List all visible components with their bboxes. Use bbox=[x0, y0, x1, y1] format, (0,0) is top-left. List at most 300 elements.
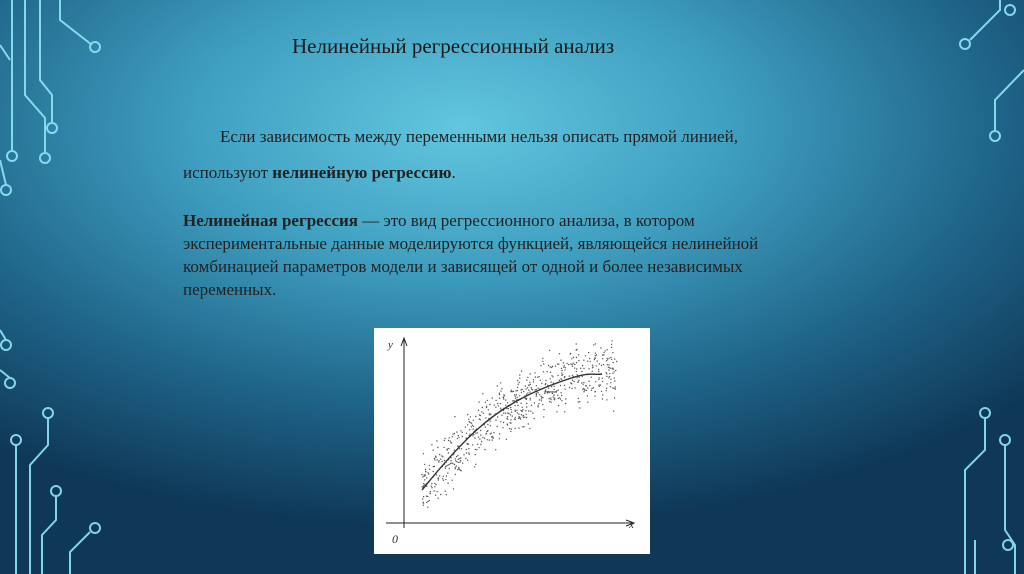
scatter-point bbox=[473, 426, 474, 427]
regression-figure bbox=[374, 328, 650, 554]
scatter-point bbox=[449, 437, 450, 438]
scatter-point bbox=[607, 359, 608, 360]
scatter-point bbox=[423, 496, 424, 497]
scatter-point bbox=[561, 395, 562, 396]
scatter-point bbox=[450, 440, 451, 441]
scatter-point bbox=[443, 447, 444, 448]
scatter-point bbox=[541, 400, 542, 401]
scatter-point bbox=[614, 388, 615, 389]
scatter-point bbox=[582, 376, 583, 377]
scatter-point bbox=[606, 383, 607, 384]
scatter-point bbox=[497, 426, 498, 427]
scatter-point bbox=[505, 399, 506, 400]
scatter-point bbox=[533, 379, 534, 380]
scatter-point bbox=[532, 412, 533, 413]
scatter-point bbox=[526, 406, 527, 407]
scatter-point bbox=[558, 364, 559, 365]
scatter-point bbox=[468, 419, 469, 420]
scatter-point bbox=[422, 476, 423, 477]
scatter-point bbox=[477, 432, 478, 433]
scatter-point bbox=[612, 373, 613, 374]
scatter-point bbox=[472, 444, 473, 445]
scatter-point bbox=[590, 361, 591, 362]
scatter-point bbox=[537, 406, 538, 407]
scatter-point bbox=[487, 424, 488, 425]
scatter-point bbox=[445, 479, 446, 480]
scatter-point bbox=[521, 370, 522, 371]
scatter-point bbox=[541, 398, 542, 399]
scatter-point bbox=[434, 458, 435, 459]
scatter-point bbox=[606, 360, 607, 361]
scatter-point bbox=[545, 384, 546, 385]
scatter-point bbox=[600, 347, 601, 348]
scatter-point bbox=[553, 394, 554, 395]
scatter-point bbox=[434, 459, 435, 460]
scatter-point bbox=[612, 368, 613, 369]
scatter-point bbox=[550, 397, 551, 398]
scatter-point bbox=[486, 431, 487, 432]
scatter-point bbox=[507, 402, 508, 403]
scatter-point bbox=[591, 390, 592, 391]
scatter-point bbox=[474, 466, 475, 467]
scatter-point bbox=[485, 426, 486, 427]
scatter-point bbox=[584, 389, 585, 390]
origin-label: 0 bbox=[392, 532, 398, 546]
scatter-point bbox=[603, 354, 604, 355]
scatter-point bbox=[478, 410, 479, 411]
scatter-points bbox=[421, 340, 617, 508]
scatter-point bbox=[440, 459, 441, 460]
scatter-point bbox=[455, 474, 456, 475]
scatter-point bbox=[551, 367, 552, 368]
scatter-point bbox=[579, 401, 580, 402]
scatter-point bbox=[558, 405, 559, 406]
scatter-point bbox=[503, 396, 504, 397]
scatter-point bbox=[441, 461, 442, 462]
intro-line: Если зависимость между переменными нельзя описать прямой линией, bbox=[220, 127, 738, 146]
scatter-point bbox=[454, 464, 455, 465]
scatter-point bbox=[448, 452, 449, 453]
scatter-point bbox=[489, 414, 490, 415]
scatter-point bbox=[435, 457, 436, 458]
scatter-point bbox=[598, 369, 599, 370]
scatter-point bbox=[563, 362, 564, 363]
scatter-point bbox=[506, 439, 507, 440]
scatter-point bbox=[485, 417, 486, 418]
scatter-point bbox=[610, 368, 611, 369]
scatter-point bbox=[543, 363, 544, 364]
scatter-point bbox=[478, 447, 479, 448]
scatter-point bbox=[569, 387, 570, 388]
scatter-point bbox=[425, 469, 426, 470]
scatter-point bbox=[421, 474, 422, 475]
scatter-point bbox=[552, 393, 553, 394]
scatter-point bbox=[429, 500, 430, 501]
scatter-point bbox=[534, 372, 535, 373]
scatter-point bbox=[452, 463, 453, 464]
scatter-point bbox=[438, 461, 439, 462]
scatter-point bbox=[558, 398, 559, 399]
scatter-point bbox=[423, 485, 424, 486]
scatter-point bbox=[595, 357, 596, 358]
scatter-point bbox=[593, 344, 594, 345]
scatter-point bbox=[595, 381, 596, 382]
scatter-point bbox=[445, 468, 446, 469]
scatter-point bbox=[471, 426, 472, 427]
scatter-point bbox=[607, 349, 608, 350]
scatter-point bbox=[522, 415, 523, 416]
scatter-point bbox=[444, 438, 445, 439]
scatter-point bbox=[548, 388, 549, 389]
scatter-point bbox=[540, 396, 541, 397]
scatter-point bbox=[510, 414, 511, 415]
scatter-point bbox=[521, 414, 522, 415]
scatter-point bbox=[452, 480, 453, 481]
scatter-point bbox=[516, 394, 517, 395]
scatter-point bbox=[610, 382, 611, 383]
scatter-point bbox=[492, 437, 493, 438]
scatter-point bbox=[484, 449, 485, 450]
scatter-point bbox=[560, 360, 561, 361]
scatter-point bbox=[606, 388, 607, 389]
scatter-point bbox=[475, 432, 476, 433]
scatter-point bbox=[577, 377, 578, 378]
scatter-point bbox=[530, 398, 531, 399]
scatter-point bbox=[455, 468, 456, 469]
scatter-point bbox=[438, 479, 439, 480]
scatter-point bbox=[543, 371, 544, 372]
scatter-point bbox=[519, 395, 520, 396]
scatter-point bbox=[578, 398, 579, 399]
scatter-point bbox=[497, 403, 498, 404]
scatter-point bbox=[583, 360, 584, 361]
scatter-point bbox=[457, 438, 458, 439]
scatter-point bbox=[442, 478, 443, 479]
scatter-point bbox=[436, 491, 437, 492]
scatter-point bbox=[476, 449, 477, 450]
scatter-point bbox=[546, 391, 547, 392]
scatter-point bbox=[489, 439, 490, 440]
scatter-point bbox=[606, 399, 607, 400]
scatter-point bbox=[527, 392, 528, 393]
scatter-point bbox=[587, 402, 588, 403]
scatter-point bbox=[423, 483, 424, 484]
scatter-point bbox=[585, 385, 586, 386]
scatter-point bbox=[500, 421, 501, 422]
scatter-point bbox=[566, 363, 567, 364]
scatter-point bbox=[495, 407, 496, 408]
scatter-point bbox=[481, 441, 482, 442]
scatter-point bbox=[481, 411, 482, 412]
scatter-point bbox=[455, 460, 456, 461]
scatter-point bbox=[526, 417, 527, 418]
scatter-point bbox=[579, 407, 580, 408]
scatter-point bbox=[456, 456, 457, 457]
scatter-point bbox=[585, 355, 586, 356]
scatter-point bbox=[424, 479, 425, 480]
scatter-point bbox=[423, 453, 424, 454]
scatter-point bbox=[559, 397, 560, 398]
slide-title: Нелинейный регрессионный анализ bbox=[292, 34, 615, 58]
y-axis-label: y bbox=[388, 339, 393, 351]
scatter-point bbox=[513, 391, 514, 392]
scatter-point bbox=[578, 401, 579, 402]
scatter-point bbox=[475, 449, 476, 450]
scatter-point bbox=[600, 384, 601, 385]
scatter-point bbox=[542, 361, 543, 362]
scatter-point bbox=[571, 358, 572, 359]
scatter-point bbox=[601, 391, 602, 392]
scatter-point bbox=[431, 483, 432, 484]
scatter-point bbox=[526, 398, 527, 399]
scatter-point bbox=[425, 471, 426, 472]
scatter-point bbox=[433, 450, 434, 451]
scatter-point bbox=[537, 377, 538, 378]
scatter-point bbox=[578, 381, 579, 382]
scatter-point bbox=[489, 404, 490, 405]
scatter-point bbox=[498, 405, 499, 406]
scatter-point bbox=[553, 391, 554, 392]
scatter-point bbox=[514, 394, 515, 395]
scatter-point bbox=[431, 487, 432, 488]
scatter-point bbox=[611, 347, 612, 348]
scatter-point bbox=[528, 385, 529, 386]
scatter-point bbox=[578, 380, 579, 381]
scatter-point bbox=[446, 465, 447, 466]
scatter-point bbox=[460, 430, 461, 431]
scatter-point bbox=[540, 380, 541, 381]
scatter-point bbox=[443, 476, 444, 477]
scatter-point bbox=[517, 390, 518, 391]
scatter-point bbox=[599, 377, 600, 378]
scatter-point bbox=[515, 398, 516, 399]
scatter-point bbox=[580, 368, 581, 369]
scatter-point bbox=[459, 458, 460, 459]
scatter-point bbox=[588, 368, 589, 369]
scatter-point bbox=[517, 405, 518, 406]
scatter-point bbox=[511, 390, 512, 391]
scatter-point bbox=[550, 402, 551, 403]
scatter-point bbox=[462, 436, 463, 437]
scatter-point bbox=[602, 358, 603, 359]
scatter-point bbox=[444, 460, 445, 461]
scatter-point bbox=[535, 376, 536, 377]
scatter-point bbox=[602, 354, 603, 355]
scatter-point bbox=[540, 365, 541, 366]
scatter-point bbox=[525, 410, 526, 411]
scatter-point bbox=[515, 428, 516, 429]
scatter-point bbox=[595, 343, 596, 344]
scatter-point bbox=[515, 390, 516, 391]
scatter-point bbox=[487, 439, 488, 440]
scatter-point bbox=[529, 373, 530, 374]
scatter-point bbox=[554, 386, 555, 387]
scatter-point bbox=[436, 474, 437, 475]
scatter-point bbox=[572, 375, 573, 376]
scatter-point bbox=[538, 376, 539, 377]
scatter-point bbox=[511, 411, 512, 412]
scatter-point bbox=[609, 373, 610, 374]
scatter-point bbox=[545, 380, 546, 381]
scatter-point bbox=[606, 358, 607, 359]
definition-term: Нелинейная регрессия bbox=[183, 211, 358, 230]
scatter-point bbox=[611, 344, 612, 345]
scatter-point bbox=[519, 382, 520, 383]
scatter-point bbox=[460, 470, 461, 471]
scatter-point bbox=[556, 411, 557, 412]
scatter-point bbox=[560, 398, 561, 399]
scatter-point bbox=[561, 379, 562, 380]
scatter-point bbox=[439, 475, 440, 476]
scatter-point bbox=[531, 405, 532, 406]
scatter-point bbox=[569, 375, 570, 376]
scatter-point bbox=[529, 382, 530, 383]
scatter-point bbox=[564, 377, 565, 378]
scatter-point bbox=[608, 367, 609, 368]
scatter-point bbox=[592, 365, 593, 366]
scatter-point bbox=[425, 475, 426, 476]
scatter-point bbox=[556, 390, 557, 391]
scatter-point bbox=[522, 389, 523, 390]
scatter-point bbox=[572, 366, 573, 367]
scatter-point bbox=[541, 383, 542, 384]
scatter-point bbox=[551, 381, 552, 382]
scatter-point bbox=[554, 389, 555, 390]
scatter-point bbox=[551, 386, 552, 387]
scatter-point bbox=[549, 401, 550, 402]
scatter-point bbox=[430, 491, 431, 492]
scatter-point bbox=[469, 454, 470, 455]
scatter-point bbox=[521, 392, 522, 393]
scatter-point bbox=[487, 400, 488, 401]
scatter-point bbox=[491, 433, 492, 434]
scatter-point bbox=[423, 502, 424, 503]
scatter-point bbox=[533, 381, 534, 382]
scatter-point bbox=[611, 340, 612, 341]
scatter-point bbox=[447, 472, 448, 473]
scatter-point bbox=[429, 465, 430, 466]
scatter-point bbox=[615, 370, 616, 371]
scatter-point bbox=[455, 458, 456, 459]
scatter-point bbox=[458, 435, 459, 436]
scatter-point bbox=[520, 389, 521, 390]
scatter-point bbox=[536, 395, 537, 396]
scatter-point bbox=[478, 436, 479, 437]
scatter-point bbox=[493, 432, 494, 433]
intro-line-2-start: используют bbox=[183, 163, 273, 182]
scatter-point bbox=[611, 359, 612, 360]
scatter-point bbox=[586, 390, 587, 391]
scatter-point bbox=[480, 444, 481, 445]
scatter-point bbox=[558, 389, 559, 390]
scatter-point bbox=[431, 444, 432, 445]
scatter-point bbox=[510, 419, 511, 420]
definition-paragraph bbox=[183, 209, 833, 301]
scatter-point bbox=[469, 429, 470, 430]
scatter-plot bbox=[374, 328, 650, 554]
scatter-point bbox=[565, 398, 566, 399]
definition-text: — это вид регрессионного анализа, в котором экспериментальные данные моделируются функцией, являющейся нелинейной комбинацией параметров модели и зависящей от одной и более независимых переменных. bbox=[183, 211, 759, 299]
scatter-point bbox=[456, 431, 457, 432]
scatter-point bbox=[484, 438, 485, 439]
scatter-point bbox=[486, 407, 487, 408]
scatter-point bbox=[448, 448, 449, 449]
scatter-point bbox=[570, 353, 571, 354]
scatter-point bbox=[592, 371, 593, 372]
scatter-point bbox=[503, 398, 504, 399]
scatter-point bbox=[614, 377, 615, 378]
scatter-point bbox=[587, 395, 588, 396]
scatter-point bbox=[501, 415, 502, 416]
scatter-point bbox=[474, 437, 475, 438]
scatter-point bbox=[503, 422, 504, 423]
scatter-point bbox=[495, 419, 496, 420]
scatter-point bbox=[608, 364, 609, 365]
scatter-point bbox=[426, 502, 427, 503]
scatter-point bbox=[510, 431, 511, 432]
scatter-point bbox=[483, 413, 484, 414]
scatter-point bbox=[525, 385, 526, 386]
scatter-point bbox=[582, 384, 583, 385]
scatter-point bbox=[531, 387, 532, 388]
scatter-point bbox=[458, 459, 459, 460]
scatter-point bbox=[599, 363, 600, 364]
scatter-point bbox=[570, 382, 571, 383]
scatter-point bbox=[454, 416, 455, 417]
scatter-point bbox=[565, 367, 566, 368]
scatter-point bbox=[510, 407, 511, 408]
scatter-point bbox=[438, 498, 439, 499]
scatter-point bbox=[479, 438, 480, 439]
scatter-point bbox=[598, 384, 599, 385]
scatter-point bbox=[552, 376, 553, 377]
scatter-point bbox=[467, 424, 468, 425]
scatter-point bbox=[550, 378, 551, 379]
scatter-point bbox=[449, 464, 450, 465]
scatter-point bbox=[499, 392, 500, 393]
scatter-point bbox=[499, 394, 500, 395]
scatter-point bbox=[606, 372, 607, 373]
scatter-point bbox=[427, 501, 428, 502]
scatter-point bbox=[518, 418, 519, 419]
scatter-point bbox=[492, 397, 493, 398]
scatter-point bbox=[603, 364, 604, 365]
scatter-point bbox=[444, 440, 445, 441]
scatter-point bbox=[480, 430, 481, 431]
scatter-point bbox=[465, 458, 466, 459]
scatter-point bbox=[515, 419, 516, 420]
scatter-point bbox=[555, 365, 556, 366]
scatter-point bbox=[614, 380, 615, 381]
scatter-point bbox=[440, 494, 441, 495]
scatter-point bbox=[606, 373, 607, 374]
scatter-point bbox=[471, 422, 472, 423]
scatter-point bbox=[505, 405, 506, 406]
scatter-point bbox=[460, 460, 461, 461]
scatter-point bbox=[597, 360, 598, 361]
scatter-point bbox=[477, 444, 478, 445]
scatter-point bbox=[431, 486, 432, 487]
scatter-point bbox=[434, 486, 435, 487]
scatter-point bbox=[553, 396, 554, 397]
scatter-point bbox=[436, 440, 437, 441]
scatter-point bbox=[467, 460, 468, 461]
scatter-point bbox=[530, 384, 531, 385]
scatter-point bbox=[466, 433, 467, 434]
scatter-point bbox=[562, 374, 563, 375]
scatter-point bbox=[482, 407, 483, 408]
scatter-point bbox=[456, 465, 457, 466]
